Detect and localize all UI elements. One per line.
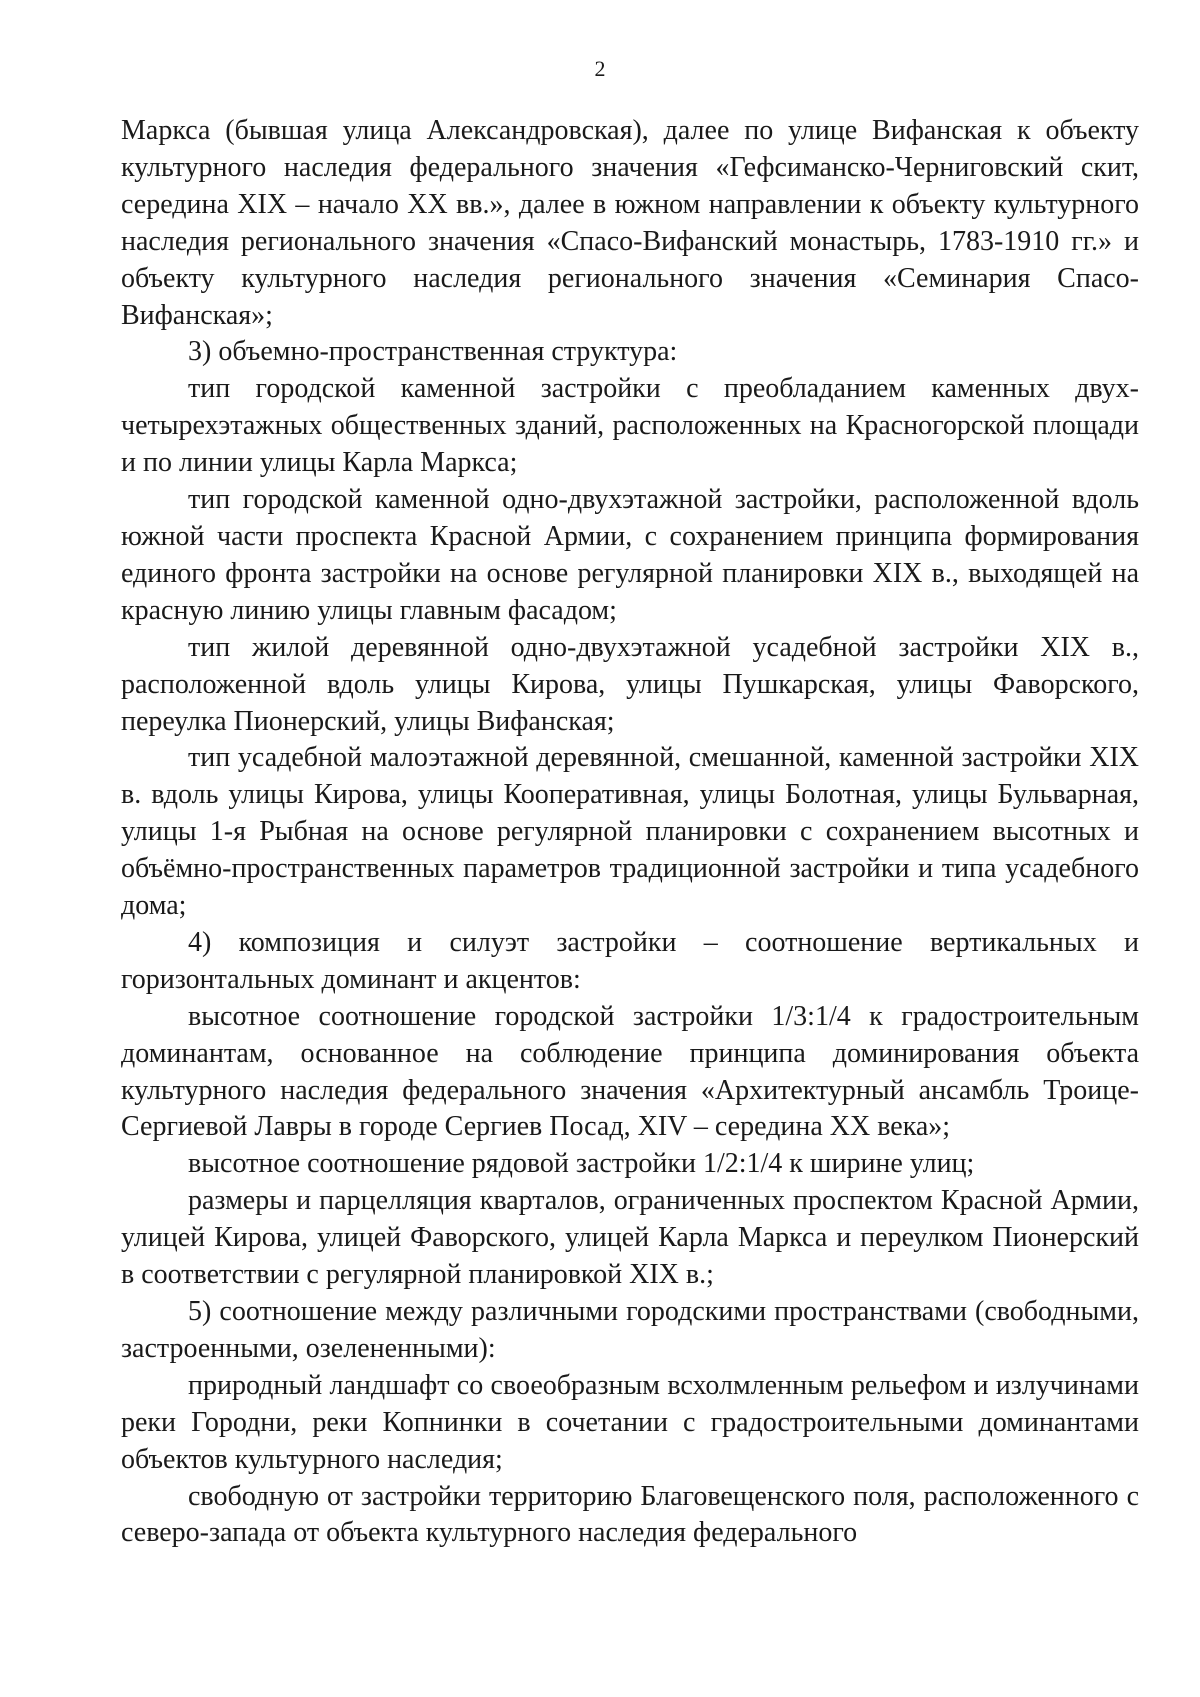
paragraph-item-3-heading: 3) объемно-пространственная структура: [188,336,678,368]
paragraph-item-5-heading: 5) соотношение между различными городскими пространствами (свободными, застроенными, озелененными): [121,1296,1139,1364]
paragraph: свободную от застройки территорию Благовещенского поля, расположенного с северо-запада от объекта культурного наследия федерального [121,1480,1139,1549]
paragraph: тип жилой деревянной одно-двухэтажной усадебной застройки XIX в., расположенной вдоль улицы Кирова, улицы Пушкарская, улицы Фаворского, переулка Пионерский, улицы Вифанская; [121,631,1139,737]
paragraph: тип усадебной малоэтажной деревянной, смешанной, каменной застройки XIX в. вдоль улицы Кирова, улицы Кооперативная, улицы Болотная, улицы Бульварная, улицы 1-я Рыбная на основе регулярной планировки с сохранением высотных и объёмно-пространственных параметров традиционной застройки и типа усадебного дома; [121,742,1139,922]
page-number: 2 [594,56,606,81]
paragraph: высотное соотношение городской застройки 1/3:1/4 к градостроительным доминантам, основанное на соблюдение принципа доминирования объекта культурного наследия федерального значения «Архитектурный ансамбль Троице-Сергиевой Лавры в городе Сергиев Посад, XIV – середина XX века»; [121,1000,1139,1143]
document-body [121,113,1139,1552]
paragraph-item-4-heading: 4) композиция и силуэт застройки – соотношение вертикальных и горизонтальных доминант и акцентов: [121,926,1139,995]
paragraph: природный ландшафт со своеобразным всхолмленным рельефом и излучинами реки Городни, реки Копнинки в сочетании с градостроительными доминантами объектов культурного наследия; [121,1369,1139,1475]
paragraph: высотное соотношение рядовой застройки 1/2:1/4 к ширине улиц; [188,1148,975,1180]
paragraph: тип городской каменной застройки с преобладанием каменных двух-четырехэтажных общественных зданий, расположенных на Красногорской площади и по линии улицы Карла Маркса; [121,373,1139,479]
paragraph: тип городской каменной одно-двухэтажной застройки, расположенной вдоль южной части проспекта Красной Армии, с сохранением принципа формирования единого фронта застройки на основе регулярной планировки XIX в., выходящей на красную линию улицы главным фасадом; [121,484,1139,626]
paragraph-continuation: Маркса (бывшая улица Александровская), далее по улице Вифанская к объекту культурного наследия федерального значения «Гефсиманско-Черниговский скит, середина XIX – начало XX вв.», далее в южном направлении к объекту культурного наследия регионального значения «Спасо-Вифанский монастырь, 1783-1910 гг.» и объекту культурного наследия регионального значения «Семинария Спасо-Вифанская»; [121,115,1139,331]
paragraph: размеры и парцелляция кварталов, ограниченных проспектом Красной Армии, улицей Кирова, улицей Фаворского, улицей Карла Маркса и переулком Пионерский в соответствии с регулярной планировкой XIX в.; [121,1185,1139,1291]
